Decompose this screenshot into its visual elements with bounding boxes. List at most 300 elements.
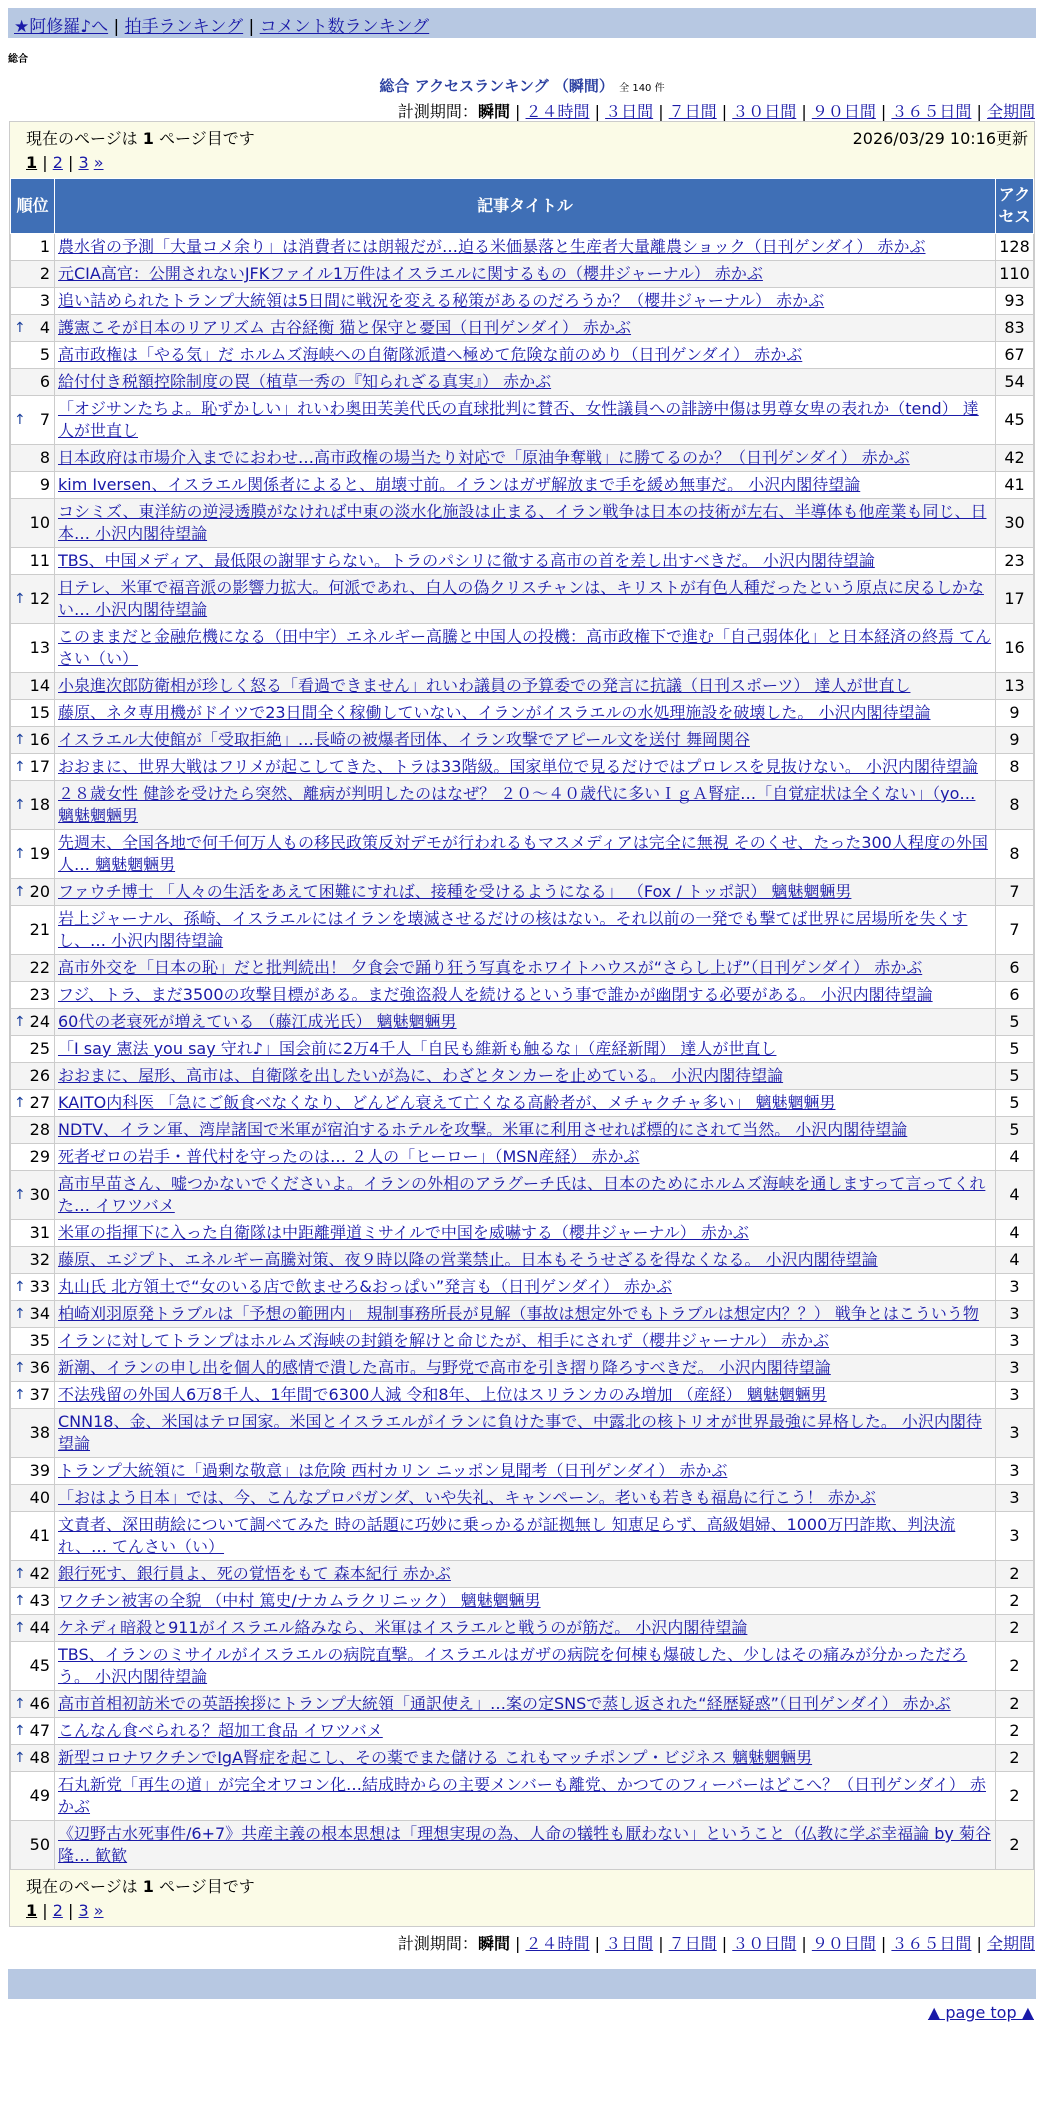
period-link[interactable]: 全期間 xyxy=(986,1934,1035,1953)
next-page-link[interactable]: » xyxy=(93,153,104,172)
access-count: 8 xyxy=(996,754,1034,781)
table-row xyxy=(11,396,1034,445)
title-cell xyxy=(55,1036,996,1063)
rank-cell xyxy=(11,369,55,396)
title-cell xyxy=(55,369,996,396)
period-link[interactable]: ３日間 xyxy=(605,102,654,121)
article-link[interactable]: 小泉進次郎防衛相が珍しく怒る「看過できません」れいわ議員の予算委での発言に抗議（日刊スポーツ） 達人が世直し xyxy=(58,676,911,695)
page-link[interactable]: 2 xyxy=(52,153,63,172)
title-wrap xyxy=(58,447,992,469)
title-cell xyxy=(55,445,996,472)
rank-up-arrow-icon: ↑ xyxy=(14,1593,26,1609)
page-link[interactable]: 3 xyxy=(78,1901,89,1920)
current-page-suffix: ページ目です xyxy=(153,129,255,148)
table-row xyxy=(11,781,1034,830)
current-page-suffix: ページ目です xyxy=(153,1877,255,1896)
access-count: 5 xyxy=(996,1063,1034,1090)
title-wrap xyxy=(58,398,992,442)
title-cell xyxy=(55,727,996,754)
breadcrumb: 総合 xyxy=(8,54,28,65)
access-count: 2 xyxy=(996,1718,1034,1745)
article-link[interactable]: 銀行死す、銀行員よ、死の覚悟をもて 森本紀行 赤かぶ xyxy=(58,1564,451,1583)
column-header-title: 記事タイトル xyxy=(55,179,996,234)
page-separator: | xyxy=(37,1901,53,1920)
title-wrap xyxy=(58,1487,992,1509)
title-cell xyxy=(55,1117,996,1144)
article-link[interactable]: おおまに、屋形、高市は、自衛隊を出したいが為に、わざとタンカーを止めている。 小沢内閣待望論 xyxy=(58,1066,784,1085)
rank-number: 29 xyxy=(29,1147,50,1166)
table-row xyxy=(11,982,1034,1009)
title-wrap xyxy=(58,702,992,724)
table-row xyxy=(11,369,1034,396)
table-row xyxy=(11,472,1034,499)
title-wrap xyxy=(58,729,992,751)
rank-cell xyxy=(11,1561,55,1588)
period-link[interactable]: ７日間 xyxy=(668,1934,717,1953)
rank-number: 21 xyxy=(29,920,50,939)
article-link[interactable]: 先週末、全国各地で何千何万人もの移民政策反対デモが行われるもマスメディアは完全に無視 そのくせ、たった300人程度の外国人… 魑魅魍魎男 xyxy=(58,833,988,874)
title-cell xyxy=(55,1220,996,1247)
title-wrap xyxy=(58,1330,992,1352)
title-cell xyxy=(55,1691,996,1718)
page-separator: | xyxy=(62,153,79,172)
title-cell xyxy=(55,261,996,288)
rank-cell xyxy=(11,1171,55,1220)
period-link[interactable]: ３６５日間 xyxy=(891,1934,972,1953)
period-separator: | xyxy=(796,1934,812,1953)
period-link[interactable]: 全期間 xyxy=(986,102,1035,121)
title-cell xyxy=(55,624,996,673)
article-link[interactable]: 米軍の指揮下に入った自衛隊は中距離弾道ミサイルで中国を威嚇する（櫻井ジャーナル） 赤かぶ xyxy=(58,1223,749,1242)
period-link[interactable]: ３０日間 xyxy=(732,1934,797,1953)
rank-cell xyxy=(11,624,55,673)
title-wrap xyxy=(58,1038,992,1060)
table-row xyxy=(11,445,1034,472)
rank-cell xyxy=(11,1301,55,1328)
article-link[interactable]: 死者ゼロの岩手・普代村を守ったのは… ２人の「ヒーロー」（MSN産経） 赤かぶ xyxy=(58,1147,640,1166)
article-link[interactable]: 給付付き税額控除制度の罠（植草一秀の『知られざる真実』） 赤かぶ xyxy=(58,372,552,391)
period-link[interactable]: ３０日間 xyxy=(732,102,797,121)
rank-cell xyxy=(11,1745,55,1772)
page-top xyxy=(0,2003,1034,2022)
rank-cell xyxy=(11,879,55,906)
article-link[interactable]: TBS、中国メディア、最低限の謝罪すらない。トラのパシリに徹する高市の首を差し出すべきだ。 小沢内閣待望論 xyxy=(58,551,875,570)
clap-ranking-link[interactable]: 拍手ランキング xyxy=(124,17,244,37)
period-selector xyxy=(0,99,1035,121)
rank-up-arrow-icon: ↑ xyxy=(14,797,26,813)
access-count: 2 xyxy=(996,1745,1034,1772)
table-row xyxy=(11,955,1034,982)
rank-number: 46 xyxy=(29,1694,50,1713)
page-separator: | xyxy=(62,1901,79,1920)
article-link[interactable]: 高市首相初訪米での英語挨拶にトランプ大統領「通訳使え」…案の定SNSで蒸し返された“経歴疑惑”（日刊ゲンダイ） 赤かぶ xyxy=(58,1694,951,1713)
title-wrap xyxy=(58,263,992,285)
article-link[interactable]: 「I say 憲法 you say 守れ♪」国会前に2万4千人「自民も維新も触るな」（産経新聞） 達人が世直し xyxy=(58,1039,777,1058)
title-cell xyxy=(55,1090,996,1117)
article-link[interactable]: イスラエル大使館が「受取拒絶」…長崎の被爆者団体、イラン攻撃でアピール文を送付 舞岡関谷 xyxy=(58,730,750,749)
access-count: 16 xyxy=(996,624,1034,673)
title-cell xyxy=(55,906,996,955)
ranking-panel xyxy=(9,121,1035,1927)
article-link[interactable]: 岩上ジャーナル、孫崎、イスラエルにはイランを壊滅させるだけの核はない。それ以前の一発でも撃てば世界に居場所を失くすし、… 小沢内閣待望論 xyxy=(58,909,968,950)
access-count: 3 xyxy=(996,1355,1034,1382)
home-link[interactable]: ★阿修羅♪へ xyxy=(14,17,109,37)
title-cell xyxy=(55,1009,996,1036)
article-link[interactable]: ファウチ博士 「人々の生活をあえて困難にすれば、接種を受けるようになる」 （Fox / トッポ訳） 魑魅魍魎男 xyxy=(58,882,852,901)
article-link[interactable]: 高市政権は「やる気」だ ホルムズ海峡への自衛隊派遣へ極めて危険な前のめり（日刊ゲンダイ） 赤かぶ xyxy=(58,345,803,364)
table-header-row xyxy=(11,179,1034,234)
period-selector xyxy=(0,1931,1035,1953)
table-row xyxy=(11,700,1034,727)
title-wrap xyxy=(58,1384,992,1406)
rank-number: 23 xyxy=(29,985,50,1004)
rank-cell xyxy=(11,1458,55,1485)
period-current: 瞬間 xyxy=(477,1934,510,1953)
title-wrap xyxy=(58,1249,992,1271)
title-wrap xyxy=(58,344,992,366)
period-link[interactable]: ９０日間 xyxy=(811,1934,876,1953)
table-row xyxy=(11,906,1034,955)
article-link[interactable]: 文責者、深田萌絵について調べてみた 時の話題に巧妙に乗っかるが証拠無し 知恵足らず、高級娼婦、1000万円詐欺、判決流れ、… てんさい（い） xyxy=(58,1515,956,1556)
rank-cell xyxy=(11,1409,55,1458)
period-link[interactable]: ３日間 xyxy=(605,1934,654,1953)
period-separator: | xyxy=(509,102,526,121)
page-link[interactable]: 3 xyxy=(78,153,89,172)
article-link[interactable]: このままだと金融危機になる（田中宇）エネルギー高騰と中国人の投機：高市政権下で進む「自己弱体化」と日本経済の終焉 てんさい（い） xyxy=(58,627,992,668)
title-wrap xyxy=(58,1720,992,1742)
access-count: 7 xyxy=(996,906,1034,955)
rank-number: 2 xyxy=(39,264,50,283)
rank-up-arrow-icon: ↑ xyxy=(14,1750,26,1766)
rank-cell xyxy=(11,1063,55,1090)
table-row xyxy=(11,1090,1034,1117)
rank-number: 22 xyxy=(29,958,50,977)
title-wrap xyxy=(58,1590,992,1612)
access-count: 4 xyxy=(996,1247,1034,1274)
table-row xyxy=(11,1036,1034,1063)
rank-up-arrow-icon: ↑ xyxy=(14,320,26,336)
bottom-bar xyxy=(8,1969,1036,1999)
page-number-current: 1 xyxy=(26,1901,38,1920)
page-title-text: 総合 アクセスランキング （瞬間） xyxy=(379,77,614,95)
table-row xyxy=(11,1642,1034,1691)
rank-cell xyxy=(11,1821,55,1870)
title-wrap xyxy=(58,1065,992,1087)
article-link[interactable]: NDTV、イラン軍、湾岸諸国で米軍が宿泊するホテルを攻撃。米軍に利用させれば標的にされて当然。 小沢内閣待望論 xyxy=(58,1120,908,1139)
article-link[interactable]: 新型コロナワクチンでIgA腎症を起こし、その薬でまた儲ける これもマッチポンプ・ビジネス 魑魅魍魎男 xyxy=(58,1748,813,1767)
rank-cell xyxy=(11,906,55,955)
rank-cell xyxy=(11,754,55,781)
access-count: 5 xyxy=(996,1036,1034,1063)
title-cell xyxy=(55,1485,996,1512)
access-count: 3 xyxy=(996,1382,1034,1409)
title-cell xyxy=(55,499,996,548)
rank-number: 28 xyxy=(29,1120,50,1139)
period-label: 計測期間： xyxy=(397,102,478,121)
article-link[interactable]: ケネディ暗殺と911がイスラエル絡みなら、米軍はイスラエルと戦うのが筋だ。 小沢内閣待望論 xyxy=(58,1618,748,1637)
rank-number: 17 xyxy=(29,757,50,776)
table-row xyxy=(11,1691,1034,1718)
rank-cell xyxy=(11,830,55,879)
title-cell xyxy=(55,1247,996,1274)
article-link[interactable]: ワクチン被害の全貌 （中村 篤史/ナカムラクリニック） 魑魅魍魎男 xyxy=(58,1591,541,1610)
access-count: 4 xyxy=(996,1171,1034,1220)
access-count: 45 xyxy=(996,396,1034,445)
table-row xyxy=(11,727,1034,754)
title-cell xyxy=(55,1144,996,1171)
column-header-rank: 順位 xyxy=(11,179,55,234)
rank-up-arrow-icon: ↑ xyxy=(14,1723,26,1739)
article-link[interactable]: 丸山氏 北方領土で“女のいる店で飲ませろ&おっぱい”発言も（日刊ゲンダイ） 赤かぶ xyxy=(58,1277,672,1296)
access-count: 7 xyxy=(996,879,1034,906)
rank-cell xyxy=(11,1274,55,1301)
access-count: 30 xyxy=(996,499,1034,548)
title-cell xyxy=(55,342,996,369)
rank-up-arrow-icon: ↑ xyxy=(14,1279,26,1295)
table-row xyxy=(11,575,1034,624)
title-wrap xyxy=(58,1644,992,1688)
article-link[interactable]: 農水省の予測「大量コメ余り」は消費者には朗報だが…迫る米価暴落と生産者大量離農ショック（日刊ゲンダイ） 赤かぶ xyxy=(58,237,926,256)
rank-up-arrow-icon: ↑ xyxy=(14,1306,26,1322)
rank-number: 43 xyxy=(29,1591,50,1610)
access-count: 2 xyxy=(996,1588,1034,1615)
title-wrap xyxy=(58,1774,992,1818)
table-row xyxy=(11,673,1034,700)
title-wrap xyxy=(58,290,992,312)
access-count: 128 xyxy=(996,234,1034,261)
table-row xyxy=(11,879,1034,906)
title-cell xyxy=(55,754,996,781)
period-link[interactable]: ２４時間 xyxy=(525,102,590,121)
rank-number: 6 xyxy=(39,372,50,391)
rank-up-arrow-icon: ↑ xyxy=(14,1387,26,1403)
rank-up-arrow-icon: ↑ xyxy=(14,1360,26,1376)
title-cell xyxy=(55,879,996,906)
rank-cell xyxy=(11,396,55,445)
rank-number: 49 xyxy=(29,1786,50,1805)
rank-number: 37 xyxy=(29,1385,50,1404)
title-wrap xyxy=(58,1276,992,1298)
article-link[interactable]: 柏崎刈羽原発トラブルは「予想の範囲内」 規制事務所長が見解（事故は想定外でもトラブルは想定内？？） 戦争とはこういう物 xyxy=(58,1304,979,1323)
rank-up-arrow-icon: ↑ xyxy=(14,412,26,428)
rank-up-arrow-icon: ↑ xyxy=(14,1187,26,1203)
article-link[interactable]: 石丸新党「再生の道」が完全オワコン化…結成時からの主要メンバーも離党、かつてのフィーバーはどこへ？（日刊ゲンダイ） 赤かぶ xyxy=(58,1775,986,1816)
title-cell xyxy=(55,1772,996,1821)
period-link[interactable]: ３６５日間 xyxy=(891,102,972,121)
rank-cell xyxy=(11,548,55,575)
article-link[interactable]: 60代の老衰死が増えている （藤江成光氏） 魑魅魍魎男 xyxy=(58,1012,457,1031)
title-cell xyxy=(55,673,996,700)
rank-number: 3 xyxy=(39,291,50,310)
rank-number: 36 xyxy=(29,1358,50,1377)
access-count: 9 xyxy=(996,700,1034,727)
rank-up-arrow-icon: ↑ xyxy=(14,846,26,862)
pagination xyxy=(26,153,1018,172)
title-wrap xyxy=(58,577,992,621)
article-link[interactable]: 日本政府は市場介入までにおわせ…高市政権の場当たり対応で「原油争奪戦」に勝てるのか？（日刊ゲンダイ） 赤かぶ xyxy=(58,448,910,467)
title-wrap xyxy=(58,1119,992,1141)
rank-number: 8 xyxy=(39,448,50,467)
rank-cell xyxy=(11,1718,55,1745)
article-link[interactable]: kim Iversen、イスラエル関係者によると、崩壊寸前。イランはガザ解放まで手を緩め無事だ。 小沢内閣待望論 xyxy=(58,475,861,494)
access-count: 83 xyxy=(996,315,1034,342)
title-cell xyxy=(55,548,996,575)
rank-cell xyxy=(11,234,55,261)
rank-up-arrow-icon: ↑ xyxy=(14,1095,26,1111)
table-row xyxy=(11,1615,1034,1642)
rank-number: 30 xyxy=(29,1185,50,1204)
rank-number: 48 xyxy=(29,1748,50,1767)
page-link[interactable]: 2 xyxy=(52,1901,63,1920)
article-link[interactable]: TBS、イランのミサイルがイスラエルの病院直撃。イスラエルはガザの病院を何棟も爆破した、少しはその痛みが分かっただろう。 小沢内閣待望論 xyxy=(58,1645,968,1686)
rank-number: 31 xyxy=(29,1223,50,1242)
title-cell xyxy=(55,1409,996,1458)
access-count: 23 xyxy=(996,548,1034,575)
period-link[interactable]: ２４時間 xyxy=(525,1934,590,1953)
rank-cell xyxy=(11,673,55,700)
article-link[interactable]: 高市外交を「日本の恥」だと批判続出！ 夕食会で踊り狂う写真をホワイトハウスが“さらし上げ”（日刊ゲンダイ） 赤かぶ xyxy=(58,958,923,977)
access-count: 5 xyxy=(996,1090,1034,1117)
title-wrap xyxy=(58,957,992,979)
rank-number: 40 xyxy=(29,1488,50,1507)
rank-number: 42 xyxy=(29,1564,50,1583)
rank-cell xyxy=(11,1220,55,1247)
period-separator: | xyxy=(589,102,606,121)
title-wrap xyxy=(58,1823,992,1867)
article-link[interactable]: 藤原、エジプト、エネルギー高騰対策、夜９時以降の営業禁止。日本もそうせざるを得なくなる。 小沢内閣待望論 xyxy=(58,1250,878,1269)
article-link[interactable]: 日テレ、米軍で福音派の影響力拡大。何派であれ、白人の偽クリスチャンは、キリストが有色人種だったという原点に戻るしかない… 小沢内閣待望論 xyxy=(58,578,984,619)
title-wrap xyxy=(58,317,992,339)
table-row xyxy=(11,1718,1034,1745)
title-cell xyxy=(55,1718,996,1745)
rank-cell xyxy=(11,1144,55,1171)
access-count: 3 xyxy=(996,1328,1034,1355)
article-link[interactable]: 藤原、ネタ専用機がドイツで23日間全く稼働していない、イランがイスラエルの水処理施設を破壊した。 小沢内閣待望論 xyxy=(58,703,931,722)
title-wrap xyxy=(58,1617,992,1639)
comment-ranking-link[interactable]: コメント数ランキング xyxy=(259,17,430,37)
title-cell xyxy=(55,396,996,445)
period-separator: | xyxy=(653,102,669,121)
article-link[interactable]: 新潮、イランの申し出を個人的感情で潰した高市。与野党で高市を引き摺り降ろすべきだ。 小沢内閣待望論 xyxy=(58,1358,831,1377)
article-link[interactable]: フジ、トラ、まだ3500の攻撃目標がある。まだ強盗殺人を続けるという事で誰かが幽閉する必要がある。 小沢内閣待望論 xyxy=(58,985,933,1004)
title-wrap xyxy=(58,1563,992,1585)
rank-up-arrow-icon: ↑ xyxy=(14,1014,26,1030)
article-link[interactable]: 高市早苗さん、嘘つかないでくださいよ。イランの外相のアラグーチ氏は、日本のためにホルムズ海峡を通しますって言ってくれた… イワツバメ xyxy=(58,1174,986,1215)
access-count: 2 xyxy=(996,1772,1034,1821)
rank-cell xyxy=(11,1588,55,1615)
article-link[interactable]: ２８歳女性 健診を受けたら突然、離病が判明したのはなぜ？ ２０～４０歳代に多いＩｇＡ腎症…「自覚症状は全くない」（yo… 魑魅魍魎男 xyxy=(58,784,976,825)
rank-number: 26 xyxy=(29,1066,50,1085)
rank-number: 4 xyxy=(39,318,50,337)
article-link[interactable]: KAITO内科医 「急にご飯食べなくなり、どんどん衰えて亡くなる高齢者が、メチャクチャ多い」 魑魅魍魎男 xyxy=(58,1093,836,1112)
period-link[interactable]: ９０日間 xyxy=(811,102,876,121)
table-row xyxy=(11,1458,1034,1485)
article-link[interactable]: CNN18、金、米国はテロ国家。米国とイスラエルがイランに負けた事で、中露北の核トリオが世界最強に昇格した。 小沢内閣待望論 xyxy=(58,1412,982,1453)
table-row xyxy=(11,1171,1034,1220)
access-count: 2 xyxy=(996,1615,1034,1642)
rank-cell xyxy=(11,1009,55,1036)
article-link[interactable]: コシミズ、東洋紡の逆浸透膜がなければ中東の淡水化施設は止まる、イラン戦争は日本の技術が左右、半導体も他産業も同じ、日本… 小沢内閣待望論 xyxy=(58,502,987,543)
table-row xyxy=(11,1409,1034,1458)
ranking-rows xyxy=(11,234,1034,1870)
period-link[interactable]: ７日間 xyxy=(668,102,717,121)
rank-cell xyxy=(11,1036,55,1063)
article-link[interactable]: 元CIA高官：公開されないJFKファイル1万件はイスラエルに関するもの（櫻井ジャーナル） 赤かぶ xyxy=(58,264,763,283)
top-nav xyxy=(8,8,1036,38)
article-link[interactable]: こんなん食べられる？超加工食品 イワツバメ xyxy=(58,1721,383,1740)
access-count: 2 xyxy=(996,1642,1034,1691)
title-cell xyxy=(55,1328,996,1355)
title-cell xyxy=(55,781,996,830)
title-wrap xyxy=(58,675,992,697)
title-wrap xyxy=(58,783,992,827)
rank-cell xyxy=(11,261,55,288)
period-separator: | xyxy=(716,1934,733,1953)
rank-cell xyxy=(11,315,55,342)
title-wrap xyxy=(58,1747,992,1769)
title-wrap xyxy=(58,1092,992,1114)
period-separator: | xyxy=(971,102,987,121)
table-row xyxy=(11,1328,1034,1355)
title-cell xyxy=(55,1171,996,1220)
title-wrap xyxy=(58,1411,992,1455)
next-page-link[interactable]: » xyxy=(93,1901,104,1920)
rank-cell xyxy=(11,1117,55,1144)
access-count: 93 xyxy=(996,288,1034,315)
title-cell xyxy=(55,1512,996,1561)
rank-cell xyxy=(11,955,55,982)
title-cell xyxy=(55,1745,996,1772)
title-wrap xyxy=(58,371,992,393)
page-number-current: 1 xyxy=(26,153,38,172)
table-row xyxy=(11,754,1034,781)
period-separator: | xyxy=(716,102,733,121)
title-cell xyxy=(55,1063,996,1090)
rank-number: 44 xyxy=(29,1618,50,1637)
title-cell xyxy=(55,575,996,624)
rank-number: 38 xyxy=(29,1423,50,1442)
period-label: 計測期間： xyxy=(397,1934,478,1953)
title-wrap xyxy=(58,908,992,952)
rank-number: 15 xyxy=(29,703,50,722)
table-row xyxy=(11,1821,1034,1870)
article-link[interactable]: 追い詰められたトランプ大統領は5日間に戦況を変える秘策があるのだろうか？（櫻井ジャーナル） 赤かぶ xyxy=(58,291,825,310)
article-link[interactable]: おおまに、世界大戦はフリメが起こしてきた、トラは33階級。国家単位で見るだけではプロレスを見抜けない。 小沢内閣待望論 xyxy=(58,757,979,776)
period-separator: | xyxy=(875,1934,892,1953)
article-link[interactable]: 不法残留の外国人6万8千人、1年間で6300人減 令和8年、上位はスリランカのみ増加 （産経） 魑魅魍魎男 xyxy=(58,1385,827,1404)
access-count: 13 xyxy=(996,673,1034,700)
rank-cell xyxy=(11,727,55,754)
rank-up-arrow-icon: ↑ xyxy=(14,591,26,607)
title-wrap xyxy=(58,756,992,778)
rank-cell xyxy=(11,1247,55,1274)
rank-number: 20 xyxy=(29,882,50,901)
title-wrap xyxy=(58,1693,992,1715)
rank-number: 33 xyxy=(29,1277,50,1296)
table-row xyxy=(11,1063,1034,1090)
title-cell xyxy=(55,472,996,499)
article-link[interactable]: 《辺野古水死事件/6+7》共産主義の根本思想は「理想実現の為、人命の犠牲も厭わない」ということ（仏教に学ぶ幸福論 by 菊谷隆… 歓歓 xyxy=(58,1824,991,1865)
table-row xyxy=(11,1274,1034,1301)
current-page-text xyxy=(26,1874,1018,1897)
article-link[interactable]: 「おはよう日本」では、今、こんなプロパガンダ、いや失礼、キャンペーン。老いも若きも福島に行こう！ 赤かぶ xyxy=(58,1488,876,1507)
article-link[interactable]: 「オジサンたちよ。恥ずかしい」れいわ奥田芙美代氏の直球批判に賛否、女性議員への誹謗中傷は男尊女卑の表れか（tend） 達人が世直し xyxy=(58,399,979,440)
article-link[interactable]: イランに対してトランプはホルムズ海峡の封鎖を解けと命じたが、相手にされず（櫻井ジャーナル） 赤かぶ xyxy=(58,1331,830,1350)
article-link[interactable]: 護憲こそが日本のリアリズム 古谷経衡 猫と保守と憂国（日刊ゲンダイ） 赤かぶ xyxy=(58,318,632,337)
page-top-link[interactable]: ▲ page top ▲ xyxy=(927,2003,1034,2022)
title-cell xyxy=(55,955,996,982)
article-link[interactable]: トランプ大統領に「過剰な敬意」は危険 西村カリン ニッポン見聞考（日刊ゲンダイ） 赤かぶ xyxy=(58,1461,728,1480)
